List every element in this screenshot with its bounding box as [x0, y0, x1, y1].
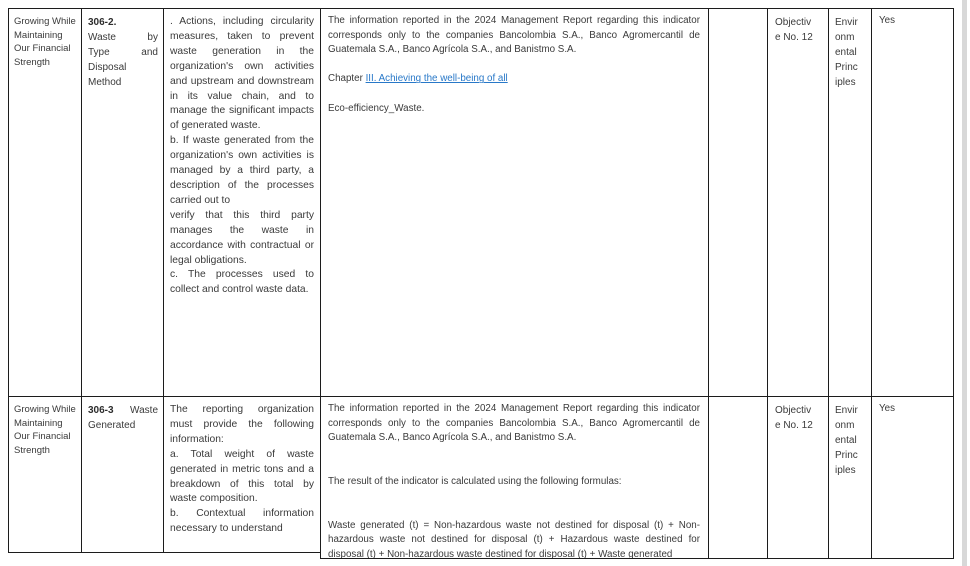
external-assurance-cell — [871, 396, 954, 559]
response-text: The information reported in the 2024 Management Report regarding this indicator corresponds only to the companies Bancolombia S.A., Banco Agromercantil de Guatemala S.A., Banco Agrícola S.A., and Banistmo S.A. — [328, 15, 700, 56]
requirement-paragraph: b. If waste generated from the organization's own activities is managed by a third party, a description of the processes carried out to — [170, 135, 314, 206]
global-compact-line: ental — [835, 47, 857, 58]
global-compact-line: Envir — [835, 405, 858, 416]
requirements-cell — [163, 8, 320, 396]
assurance-text: Yes — [879, 15, 895, 26]
sdg-objective-line: e No. 12 — [775, 32, 813, 43]
global-compact-line: iples — [835, 465, 856, 476]
requirement-paragraph: c. The processes used to collect and control waste data. — [170, 269, 314, 296]
response-paragraph — [328, 519, 700, 559]
response-text: Waste generated (t) = Non-hazardous waste not destined for disposal (t) + Non-hazardous waste not destined for disposal (t) + Hazardous waste destined for disposal (t) + Non-hazardous waste destined for disposal (t) + Waste generated — [328, 519, 700, 559]
indicator-name-line: Disposal — [88, 62, 127, 73]
response-paragraph — [328, 72, 700, 87]
global-compact-line: Princ — [835, 62, 858, 73]
requirement-paragraph: b. Contextual information necessary to understand — [170, 508, 314, 535]
sdg-objective-line: e No. 12 — [775, 420, 813, 431]
global-compact-line: ental — [835, 435, 857, 446]
response-cell — [320, 396, 708, 559]
response-text: The result of the indicator is calculated using the following formulas: — [328, 475, 622, 487]
indicator-name: Waste Generated — [88, 405, 158, 431]
empty-cell — [708, 8, 767, 396]
response-paragraph — [328, 14, 700, 58]
response-text: Chapter — [328, 73, 366, 85]
global-compact-line: Princ — [835, 450, 858, 461]
global-compact-line: onm — [835, 420, 855, 431]
global-compact-line: iples — [835, 77, 856, 88]
response-text: The information reported in the 2024 Management Report regarding this indicator corresponds only to the companies Bancolombia S.A., Banco Agromercantil de Guatemala S.A., Banco Agrícola S.A., and Banistmo S.A. — [328, 403, 700, 444]
external-assurance-cell — [871, 8, 954, 396]
sdg-objective-cell — [767, 8, 828, 396]
strategy-text: Growing While Maintaining Our Financial Strength — [14, 404, 76, 456]
response-paragraph — [328, 475, 700, 490]
response-cell — [320, 8, 708, 396]
global-compact-line: Envir — [835, 17, 858, 28]
response-text: Eco-efficiency_Waste. — [328, 102, 425, 114]
sdg-objective-cell — [767, 396, 828, 559]
requirement-paragraph: a. Total weight of waste generated in metric tons and a breakdown of this total by waste composition. — [170, 448, 314, 505]
indicator-name-line: Waste by — [88, 32, 158, 43]
indicator-name-line: Type and — [88, 47, 158, 58]
global-compact-cell — [828, 8, 871, 396]
assurance-text: Yes — [879, 403, 895, 414]
indicator-name-line: Method — [88, 77, 122, 88]
empty-cell — [708, 396, 767, 559]
sdg-objective-line: Objectiv — [775, 17, 812, 28]
indicator-cell — [81, 8, 163, 396]
chapter-link[interactable]: III. Achieving the well-being of all — [365, 73, 508, 85]
requirement-paragraph: . Actions, including circularity measures, taken to prevent waste generation in the organization's own activities and upstream and downstream in its value chain, and to manage the significant impacts of generated waste. — [170, 16, 314, 132]
requirement-paragraph: The reporting organization must provide the following information: — [170, 404, 314, 445]
strategy-text: Growing While Maintaining Our Financial Strength — [14, 16, 76, 68]
indicator-text — [88, 403, 158, 433]
requirements-cell — [163, 396, 320, 553]
indicator-code: 306-3 — [88, 405, 114, 416]
sdg-objective-line: Objectiv — [775, 405, 812, 416]
response-paragraph — [328, 102, 700, 117]
indicator-cell — [81, 396, 163, 553]
requirement-paragraph: verify that this third party manages the waste in accordance with contractual or legal obligations. — [170, 209, 314, 266]
page-edge-strip — [962, 0, 967, 566]
indicator-code-line — [88, 15, 158, 30]
indicator-code: 306-2. — [88, 17, 117, 28]
strategy-cell — [8, 396, 81, 553]
strategy-cell — [8, 8, 81, 396]
global-compact-line: onm — [835, 32, 855, 43]
response-paragraph — [328, 402, 700, 446]
global-compact-cell — [828, 396, 871, 559]
